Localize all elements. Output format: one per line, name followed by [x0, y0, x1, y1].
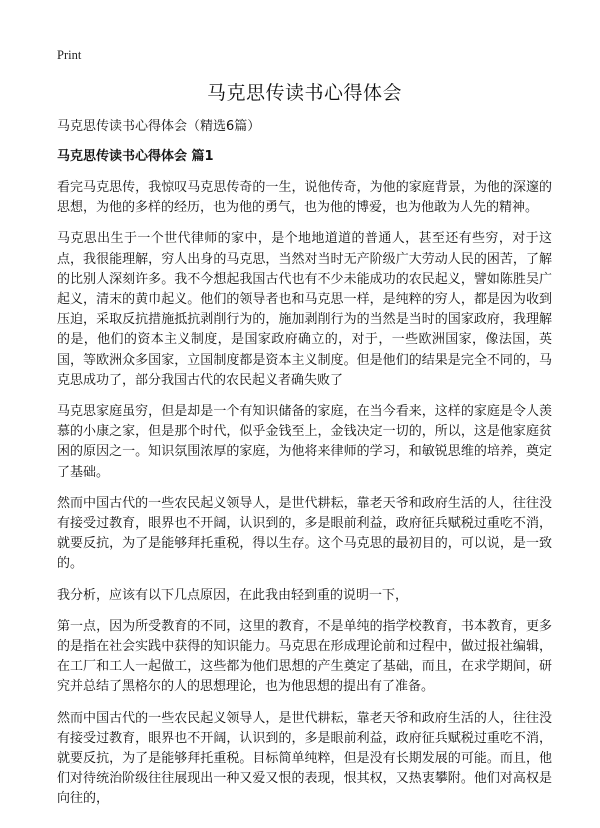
paragraph-1: 看完马克思传，我惊叹马克思传奇的一生，说他传奇，为他的家庭背景，为他的深邃的思想，为他的多样的经历，也为他的勇气，也为他的博爱，也为他敢为人先的精神。 — [57, 180, 552, 216]
paragraph-6: 第一点，因为所受教育的不同，这里的教育，不是单纯的指学校教育，书本教育，更多的是指在社会实践中获得的知识能力。马克思在形成理论前和过程中，做过报社编辑，在工厂和工人一起做工，这些都为他们思想的产生奠定了基础，而且，在求学期间，研究并总结了黑格尔的人的思想理论，也为他思想的提出有了准备。 — [57, 618, 552, 695]
paragraph-2: 马克思出生于一个世代律师的家中，是个地地道道的普通人，甚至还有些穷，对于这点，我很能理解，穷人出身的马克思，当然对当时无产阶级广大劳动人民的困苦，了解的比别人深刻许多。我不今想起我国古代也有不少未能成功的农民起义，譬如陈胜吴广起义，清末的黄巾起义。他们的领导者也和马克思一样，是纯粹的穷人，都是因为收到压迫，采取反抗措施抵抗剥削行为的，施加剥削行为的当然是当时的国家政府，我理解的是，他们的资本主义制度，是国家政府确立的，对于，一些欧洲国家，像法国，英国，等欧洲众多国家，立国制度都是资本主义制度。但是他们的结果是完全不同的，马克思成功了，部分我国古代的农民起义者确失败了 — [57, 231, 552, 388]
paragraph-5: 我分析，应该有以下几点原因，在此我由轻到重的说明一下， — [57, 587, 409, 603]
paragraph-4: 然而中国古代的一些农民起义领导人，是世代耕耘，靠老天爷和政府生活的人，往往没有接受过教育，眼界也不开阔，认识到的，多是眼前利益，政府征兵赋税过重吃不消，就要反抗，为了是能够拜托重税，得以生存。这个马克思的最初目的，可以说，是一致的。 — [57, 495, 552, 572]
paragraph-3: 马克思家庭虽穷，但是却是一个有知识储备的家庭，在当今看来，这样的家庭是令人羡慕的小康之家，但是那个时代，似乎金钱至上，金钱决定一切的，所以，这是他家庭贫困的原因之一。知识氛围浓厚的家庭，为他将来律师的学习，和敏锐思维的培养，奠定了基础。 — [57, 404, 552, 480]
section-heading: 马克思传读书心得体会 篇1 — [57, 149, 214, 164]
document-subtitle: 马克思传读书心得体会（精选6篇） — [57, 119, 261, 134]
paragraph-7: 然而中国古代的一些农民起义领导人，是世代耕耘，靠老天爷和政府生活的人，往往没有接受过教育，眼界也不开阔，认识到的，多是眼前利益，政府征兵赋税过重吃不消，就要反抗，为了是能够拜托重税。目标简单纯粹，但是没有长期发展的可能。而且，他们对待统治阶级往往展现出一种又爱又恨的表现，恨其权，又热衷攀附。他们对高权是向往的， — [57, 710, 552, 807]
article-body — [57, 178, 552, 821]
print-link[interactable]: Print — [57, 48, 82, 62]
page-title: 马克思传读书心得体会 — [206, 82, 402, 104]
